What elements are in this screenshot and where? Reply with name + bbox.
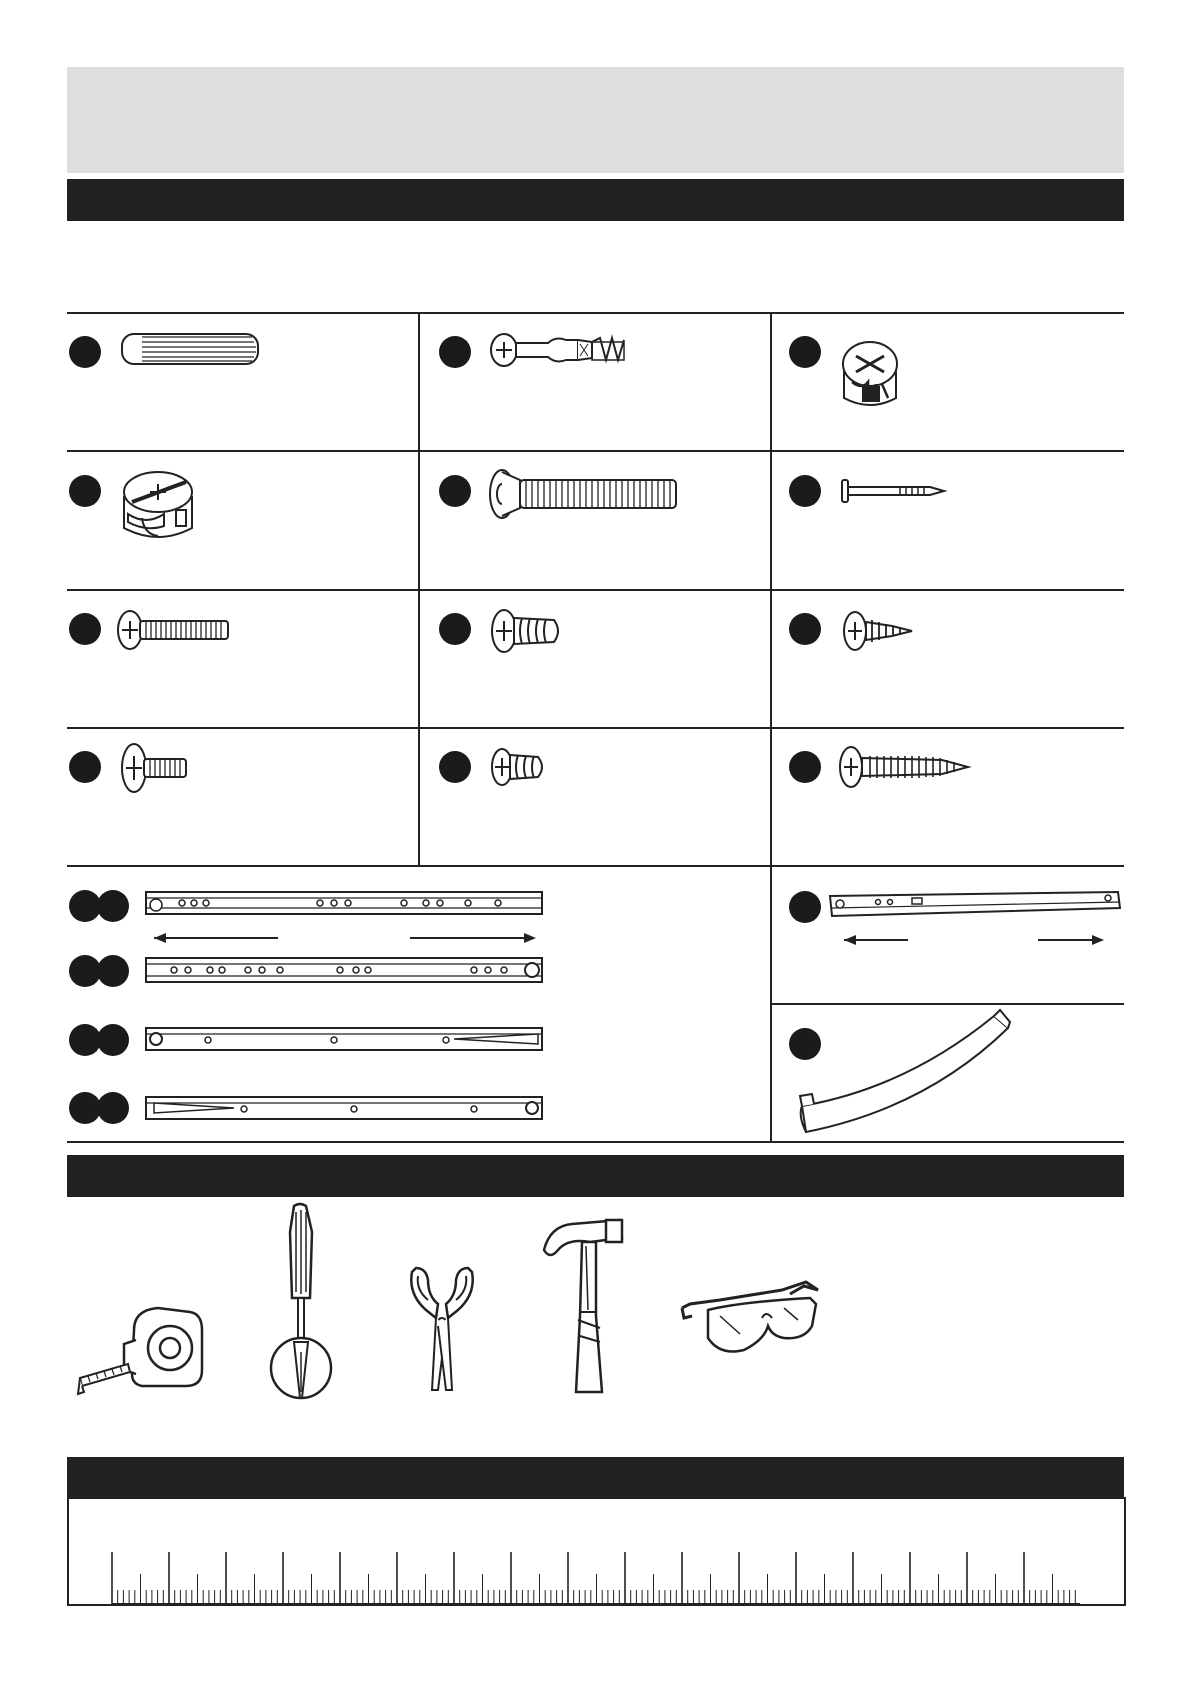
side-runner-icon: [828, 888, 1124, 948]
cam-lock-icon: [118, 470, 200, 552]
grid-line: [67, 1141, 1124, 1143]
tape-measure-icon: [78, 1300, 204, 1404]
short-screw-icon: [842, 608, 916, 654]
connector-bolt-icon: [488, 466, 692, 522]
part-marker: [789, 336, 821, 368]
curved-handle-icon: [796, 1008, 1014, 1138]
phillips-screwdriver-icon: [266, 1202, 336, 1404]
part-marker: [97, 955, 129, 987]
part-marker: [97, 1024, 129, 1056]
part-marker: [97, 890, 129, 922]
grid-line: [67, 727, 1124, 729]
euro-screw-icon: [490, 606, 566, 656]
safety-glasses-icon: [680, 1280, 820, 1364]
long-wood-screw-icon: [838, 744, 972, 790]
cam-bolt-icon: [488, 328, 654, 372]
grid-line: [418, 312, 420, 865]
part-marker: [439, 751, 471, 783]
part-marker: [69, 475, 101, 507]
part-marker: [97, 1092, 129, 1124]
drawer-runner-icon: [144, 1026, 544, 1052]
wooden-dowel-icon: [118, 330, 264, 370]
drawer-runner-icon: [144, 888, 544, 944]
grid-line: [771, 1003, 1124, 1005]
grid-line: [67, 312, 1124, 314]
part-marker: [439, 336, 471, 368]
part-marker: [789, 751, 821, 783]
part-marker: [439, 475, 471, 507]
short-machine-screw-icon: [120, 740, 190, 796]
part-marker: [789, 475, 821, 507]
part-marker: [69, 613, 101, 645]
machine-screw-icon: [116, 608, 232, 652]
part-marker: [789, 613, 821, 645]
drawer-runner-icon: [144, 954, 544, 988]
grid-line: [67, 450, 1124, 452]
fittings-section-bar: [67, 179, 1124, 221]
grid-line: [67, 589, 1124, 591]
cam-lock-small-icon: [838, 338, 906, 414]
drawer-runner-icon: [144, 1095, 544, 1121]
ruler-section-bar: [67, 1457, 1124, 1499]
ruler-scale: [110, 1540, 1080, 1606]
part-marker: [69, 336, 101, 368]
nail-icon: [840, 478, 948, 504]
part-marker: [789, 891, 821, 923]
grid-line: [770, 312, 772, 1142]
euro-screw-small-icon: [490, 746, 548, 788]
tools-section-bar: [67, 1155, 1124, 1197]
scissors-icon: [406, 1264, 478, 1394]
claw-hammer-icon: [542, 1216, 626, 1398]
part-marker: [69, 751, 101, 783]
grid-line: [67, 865, 1124, 867]
part-marker: [439, 613, 471, 645]
document-header: [67, 67, 1124, 173]
